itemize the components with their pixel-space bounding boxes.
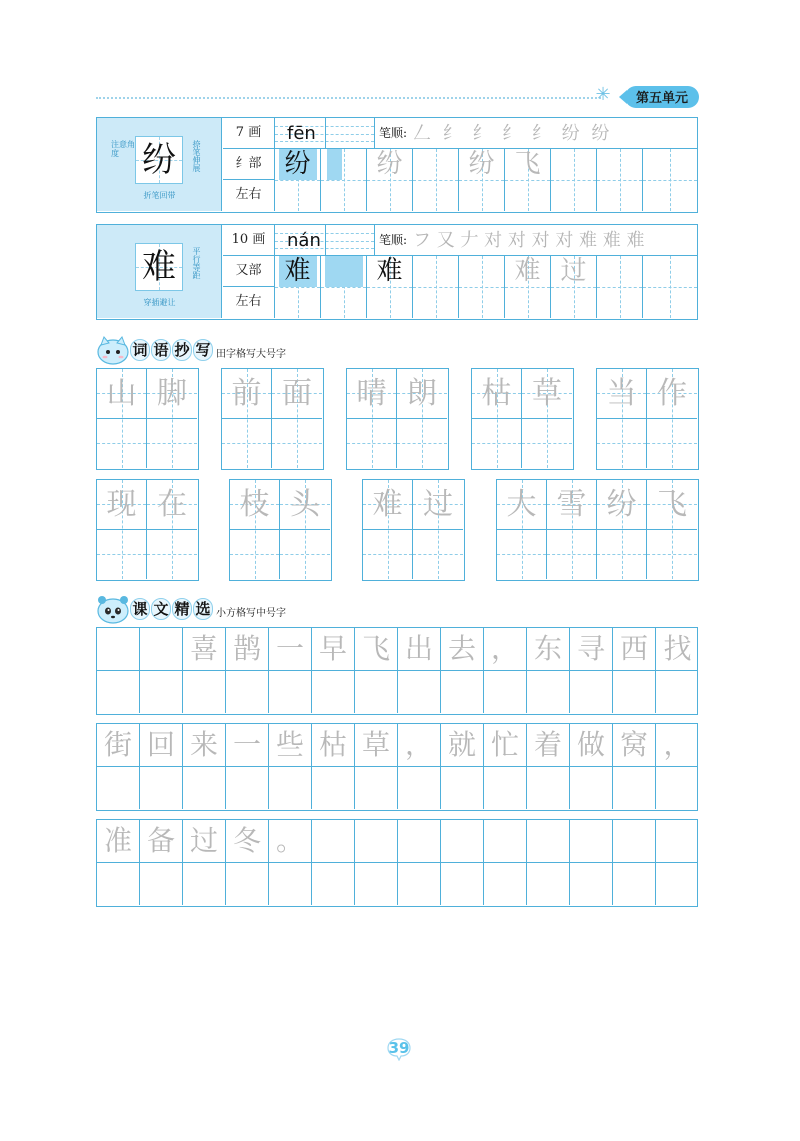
trace-char: 去 bbox=[447, 632, 476, 665]
practice-grid bbox=[275, 149, 697, 211]
tip-bottom: 穿插避让 bbox=[143, 298, 176, 307]
passage-cell[interactable] bbox=[183, 628, 226, 713]
word-cell[interactable] bbox=[97, 369, 147, 468]
passage-cell[interactable] bbox=[355, 820, 398, 905]
trace-char: 找 bbox=[663, 632, 692, 665]
page-number: 39 bbox=[386, 1037, 412, 1061]
trace-char: 忙 bbox=[490, 728, 519, 761]
practice-cell[interactable] bbox=[643, 149, 697, 211]
trace-char: 过 bbox=[189, 824, 218, 857]
practice-cell[interactable] bbox=[597, 256, 643, 318]
pinyin: nán bbox=[287, 230, 321, 251]
trace-char: 在 bbox=[157, 487, 187, 522]
trace-char bbox=[312, 820, 354, 862]
passage-cell[interactable] bbox=[441, 724, 484, 809]
passage-cell[interactable] bbox=[226, 628, 269, 713]
practice-cell[interactable]: 难 bbox=[505, 256, 551, 318]
trace-char: 些 bbox=[275, 728, 304, 761]
passage-cell[interactable] bbox=[269, 820, 312, 905]
passage-title: 课 文 精 选 bbox=[130, 598, 214, 620]
word-cell[interactable] bbox=[597, 369, 647, 468]
passage-cell[interactable] bbox=[398, 724, 441, 809]
panda-mascot-icon bbox=[96, 594, 130, 624]
char-model-box bbox=[97, 225, 222, 318]
passage-cell[interactable] bbox=[355, 628, 398, 713]
trace-char bbox=[140, 628, 182, 670]
trace-char: 一 bbox=[275, 632, 304, 665]
unit-tab bbox=[625, 86, 699, 108]
passage-cell[interactable] bbox=[527, 724, 570, 809]
passage-cell[interactable] bbox=[97, 724, 140, 809]
passage-cell[interactable] bbox=[355, 724, 398, 809]
practice-cell[interactable] bbox=[413, 149, 459, 211]
trace-char: ， bbox=[404, 728, 433, 761]
pinyin-box bbox=[275, 225, 375, 256]
tip-bottom: 折笔回带 bbox=[143, 191, 176, 200]
word-cell[interactable] bbox=[497, 480, 547, 579]
practice-cell[interactable] bbox=[551, 149, 597, 211]
passage-cell[interactable] bbox=[570, 724, 613, 809]
trace-char bbox=[570, 820, 612, 862]
passage-cell[interactable] bbox=[484, 820, 527, 905]
trace-char: 冬 bbox=[232, 824, 261, 857]
trace-char bbox=[656, 820, 699, 862]
passage-cell[interactable] bbox=[140, 724, 183, 809]
passage-cell[interactable] bbox=[269, 628, 312, 713]
word-grid-group bbox=[229, 479, 332, 581]
trace-char bbox=[613, 820, 655, 862]
word-grid-group bbox=[362, 479, 465, 581]
trace-char: 草 bbox=[532, 376, 562, 411]
header-divider bbox=[96, 97, 601, 99]
passage-cell[interactable] bbox=[656, 724, 699, 809]
passage-cell[interactable] bbox=[613, 820, 656, 905]
structure: 左右 bbox=[223, 287, 275, 318]
passage-cell[interactable] bbox=[441, 820, 484, 905]
trace-char: 西 bbox=[619, 632, 648, 665]
radical: 纟部 bbox=[223, 149, 275, 180]
pinyin-box bbox=[275, 118, 375, 149]
trace-char: 飞 bbox=[361, 632, 390, 665]
trace-char: 现 bbox=[106, 487, 137, 522]
passage-cell[interactable] bbox=[269, 724, 312, 809]
passage-cell[interactable] bbox=[527, 820, 570, 905]
word-cell[interactable] bbox=[272, 369, 322, 468]
word-grid-group bbox=[471, 368, 574, 470]
trace-char: ， bbox=[490, 632, 519, 665]
stroke-order-label: 笔顺: bbox=[379, 126, 408, 140]
cat-mascot-icon bbox=[96, 335, 130, 365]
trace-char: 面 bbox=[282, 376, 312, 411]
trace-char bbox=[398, 820, 440, 862]
word-cell[interactable] bbox=[147, 480, 197, 579]
passage-cell[interactable] bbox=[97, 820, 140, 905]
word-cell[interactable] bbox=[413, 480, 463, 579]
passage-subtitle: 小方格写中号字 bbox=[216, 608, 286, 619]
stroke-sequence: 𠃋 纟 纟 纟 纟 纷 纷 bbox=[413, 123, 613, 144]
stroke-count: 7 画 bbox=[223, 118, 275, 149]
trace-char: 街 bbox=[103, 728, 132, 761]
passage-cell[interactable] bbox=[656, 628, 699, 713]
trace-char: 来 bbox=[189, 728, 218, 761]
word-cell[interactable] bbox=[230, 480, 280, 579]
trace-char: 朗 bbox=[407, 376, 437, 411]
tip-left: 注意角度 bbox=[111, 140, 135, 158]
word-cell[interactable] bbox=[97, 480, 147, 579]
tip-right: 平行等距 bbox=[192, 247, 201, 279]
trace-char: 做 bbox=[576, 728, 605, 761]
practice-cell[interactable]: 纷 bbox=[459, 149, 505, 211]
radical: 又部 bbox=[223, 256, 275, 287]
trace-char: 着 bbox=[533, 728, 562, 761]
passage-cell[interactable] bbox=[527, 628, 570, 713]
passage-cell[interactable] bbox=[613, 724, 656, 809]
passage-cell[interactable] bbox=[570, 628, 613, 713]
trace-char bbox=[484, 820, 526, 862]
passage-cell[interactable] bbox=[570, 820, 613, 905]
trace-char: 难 bbox=[372, 487, 403, 522]
passage-cell[interactable] bbox=[140, 628, 183, 713]
practice-cell[interactable]: 纷 bbox=[275, 149, 321, 211]
practice-cell[interactable]: 纷 bbox=[367, 149, 413, 211]
trace-char: 晴 bbox=[356, 376, 387, 411]
passage-cell[interactable] bbox=[226, 820, 269, 905]
trace-char: ， bbox=[663, 728, 692, 761]
passage-cell[interactable] bbox=[183, 724, 226, 809]
practice-cell[interactable] bbox=[321, 149, 367, 211]
passage-cell[interactable] bbox=[140, 820, 183, 905]
passage-cell[interactable] bbox=[183, 820, 226, 905]
trace-char: 鹊 bbox=[232, 632, 261, 665]
unit-label: 第五单元 bbox=[635, 91, 688, 106]
pinyin: fēn bbox=[287, 123, 316, 144]
passage-cell[interactable] bbox=[398, 628, 441, 713]
trace-char: 作 bbox=[657, 376, 687, 411]
trace-char: 准 bbox=[103, 824, 132, 857]
word-grid-group bbox=[96, 368, 199, 470]
trace-char bbox=[527, 820, 569, 862]
trace-char bbox=[355, 820, 397, 862]
tip-right: 捺笔伸展 bbox=[192, 140, 201, 172]
trace-char: 脚 bbox=[157, 376, 187, 411]
passage-row bbox=[96, 627, 698, 715]
word-cell[interactable] bbox=[647, 369, 697, 468]
trace-char: 回 bbox=[146, 728, 175, 761]
passage-cell[interactable] bbox=[312, 724, 355, 809]
practice-cell[interactable]: 飞 bbox=[505, 149, 551, 211]
trace-char: 东 bbox=[533, 632, 562, 665]
passage-cell[interactable] bbox=[312, 820, 355, 905]
stroke-count: 10 画 bbox=[223, 225, 275, 256]
practice-cell[interactable] bbox=[597, 149, 643, 211]
word-cell[interactable] bbox=[472, 369, 522, 468]
char-row-fen bbox=[96, 117, 698, 213]
sparkle-icon: ✳ bbox=[595, 84, 611, 105]
trace-char: 草 bbox=[361, 728, 390, 761]
practice-cell[interactable]: 难 bbox=[275, 256, 321, 318]
passage-cell[interactable] bbox=[398, 820, 441, 905]
trace-char bbox=[97, 628, 139, 670]
practice-cell[interactable]: 难 bbox=[367, 256, 413, 318]
word-cell[interactable] bbox=[522, 369, 572, 468]
passage-cell[interactable] bbox=[441, 628, 484, 713]
trace-char: 山 bbox=[106, 376, 137, 411]
trace-char: 枯 bbox=[481, 376, 512, 411]
word-copy-title: 词 语 抄 写 bbox=[130, 339, 214, 361]
model-char: 难 bbox=[142, 247, 176, 287]
word-cell[interactable] bbox=[347, 369, 397, 468]
trace-char: 。 bbox=[275, 824, 304, 857]
stroke-order bbox=[375, 225, 697, 256]
trace-char: 枝 bbox=[239, 487, 270, 522]
word-grid-group bbox=[596, 368, 699, 470]
trace-char: 雪 bbox=[556, 487, 587, 522]
trace-char: 喜 bbox=[189, 632, 218, 665]
practice-cell[interactable] bbox=[321, 256, 367, 318]
trace-char: 出 bbox=[404, 632, 433, 665]
trace-char: 早 bbox=[318, 632, 347, 665]
passage-row bbox=[96, 819, 698, 907]
passage-cell[interactable] bbox=[226, 724, 269, 809]
word-cell[interactable] bbox=[647, 480, 697, 579]
word-cell[interactable] bbox=[397, 369, 447, 468]
word-cell[interactable] bbox=[547, 480, 597, 579]
stroke-sequence: フ 又 𠂇 对 对 对 对 难 难 难 bbox=[413, 230, 645, 251]
trace-char: 一 bbox=[232, 728, 261, 761]
trace-char: 备 bbox=[146, 824, 175, 857]
trace-char: 过 bbox=[423, 487, 453, 522]
passage-cell[interactable] bbox=[484, 724, 527, 809]
stroke-order-label: 笔顺: bbox=[379, 233, 408, 247]
passage-heading bbox=[96, 594, 496, 624]
stroke-order bbox=[375, 118, 697, 149]
passage-cell[interactable] bbox=[97, 628, 140, 713]
word-cell[interactable] bbox=[222, 369, 272, 468]
model-char: 纷 bbox=[142, 140, 176, 180]
word-copy-subtitle: 田字格写大号字 bbox=[216, 349, 286, 360]
trace-char: 飞 bbox=[657, 487, 687, 522]
practice-grid bbox=[275, 256, 697, 318]
trace-char: 窝 bbox=[619, 728, 648, 761]
trace-char: 头 bbox=[290, 487, 320, 522]
trace-char: 纷 bbox=[606, 487, 637, 522]
passage-cell[interactable] bbox=[656, 820, 699, 905]
word-cell[interactable] bbox=[597, 480, 647, 579]
passage-cell[interactable] bbox=[312, 628, 355, 713]
char-model-box bbox=[97, 118, 222, 211]
word-grid-group bbox=[96, 479, 199, 581]
trace-char: 大 bbox=[506, 487, 537, 522]
word-cell[interactable] bbox=[363, 480, 413, 579]
trace-char bbox=[441, 820, 483, 862]
trace-char: 寻 bbox=[576, 632, 605, 665]
trace-char: 当 bbox=[606, 376, 637, 411]
word-cell[interactable] bbox=[147, 369, 197, 468]
char-row-nan bbox=[96, 224, 698, 320]
practice-cell[interactable] bbox=[413, 256, 459, 318]
word-grid-group bbox=[496, 479, 699, 581]
word-grid-group bbox=[221, 368, 324, 470]
word-cell[interactable] bbox=[280, 480, 330, 579]
trace-char: 枯 bbox=[318, 728, 347, 761]
word-copy-heading bbox=[96, 335, 496, 365]
structure: 左右 bbox=[223, 180, 275, 211]
passage-cell[interactable] bbox=[613, 628, 656, 713]
passage-row bbox=[96, 723, 698, 811]
trace-char: 就 bbox=[447, 728, 476, 761]
trace-char: 前 bbox=[231, 376, 262, 411]
passage-cell[interactable] bbox=[484, 628, 527, 713]
practice-cell[interactable] bbox=[459, 256, 505, 318]
practice-cell[interactable]: 过 bbox=[551, 256, 597, 318]
word-grid-group bbox=[346, 368, 449, 470]
practice-cell[interactable] bbox=[643, 256, 697, 318]
